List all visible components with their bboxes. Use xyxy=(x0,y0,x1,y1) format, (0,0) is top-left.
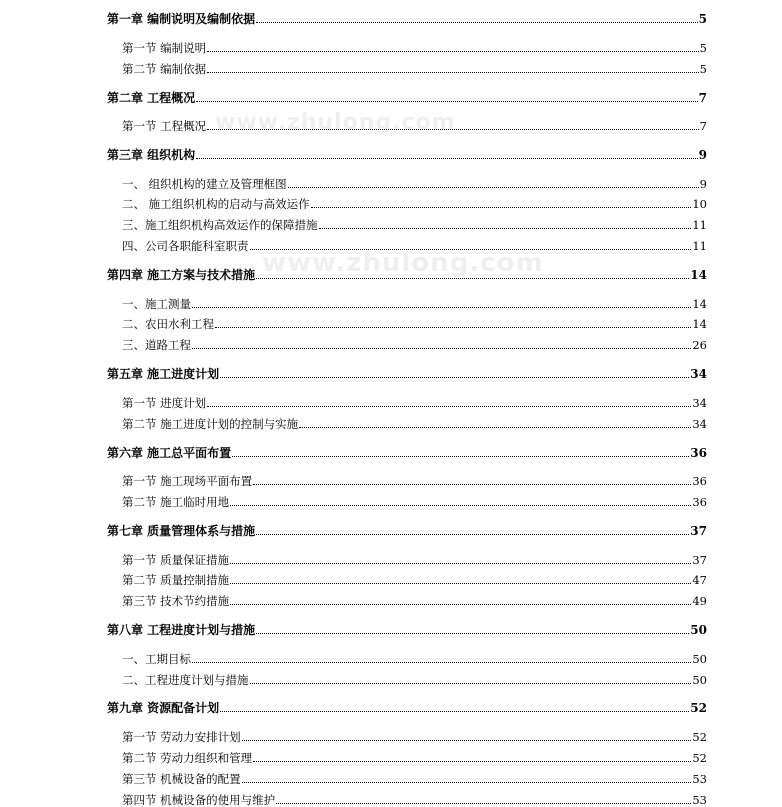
dot-leader xyxy=(215,327,691,328)
toc-entry-page-number: 26 xyxy=(692,338,707,352)
dot-leader xyxy=(230,505,691,506)
toc-entry-title: 第一节 劳动力安排计划 xyxy=(122,730,241,744)
toc-entry-title: 第六章 施工总平面布置 xyxy=(107,446,232,460)
toc-entry-page-number: 7 xyxy=(699,119,707,133)
dot-leader xyxy=(230,604,691,605)
toc-entry-title: 第四章 施工方案与技术措施 xyxy=(107,268,256,282)
toc-entry-page-number: 5 xyxy=(699,41,707,55)
toc-entry-title: 一、工期目标 xyxy=(122,652,191,666)
toc-entry-title: 二、农田水利工程 xyxy=(122,317,214,331)
toc-section-entry[interactable] xyxy=(122,216,707,232)
toc-entry-page-number: 5 xyxy=(698,12,707,26)
toc-section-entry[interactable] xyxy=(122,295,707,311)
dot-leader xyxy=(256,633,689,634)
dot-leader xyxy=(276,803,691,804)
toc-entry-title: 二、工程进度计划与措施 xyxy=(122,673,249,687)
toc-entry-title: 第二节 质量控制措施 xyxy=(122,573,230,587)
toc-entry-title: 第一章 编制说明及编制依据 xyxy=(107,12,256,26)
toc-entry-page-number: 52 xyxy=(690,701,707,715)
toc-entry-title: 第二节 施工临时用地 xyxy=(122,495,230,509)
toc-entry-page-number: 34 xyxy=(692,417,707,431)
toc-entry-title: 第一节 质量保证措施 xyxy=(122,553,230,567)
dot-leader xyxy=(242,782,692,783)
toc-entry-page-number: 10 xyxy=(692,197,707,211)
toc-entry-title: 三、施工组织机构高效运作的保障措施 xyxy=(122,218,318,232)
toc-section-entry[interactable] xyxy=(122,315,707,331)
toc-entry-page-number: 53 xyxy=(692,793,707,807)
toc-section-entry[interactable] xyxy=(122,195,707,211)
toc-section-entry[interactable] xyxy=(122,728,707,744)
toc-entry-title: 第二节 劳动力组织和管理 xyxy=(122,751,253,765)
toc-entry-title: 三、道路工程 xyxy=(122,338,191,352)
toc-entry-page-number: 34 xyxy=(692,396,707,410)
dot-leader xyxy=(192,307,691,308)
toc-entry-page-number: 36 xyxy=(692,474,707,488)
toc-entry-title: 第三章 组织机构 xyxy=(107,148,196,162)
toc-entry-page-number: 9 xyxy=(699,177,707,191)
toc-entry-title: 第一节 进度计划 xyxy=(122,396,207,410)
toc-entry-title: 第二节 施工进度计划的控制与实施 xyxy=(122,417,299,431)
toc-section-entry[interactable] xyxy=(122,394,707,410)
dot-leader xyxy=(299,427,691,428)
toc-entry-page-number: 49 xyxy=(692,594,707,608)
dot-leader xyxy=(192,348,691,349)
toc-entry-page-number: 14 xyxy=(692,317,707,331)
toc-entry-title: 第一节 工程概况 xyxy=(122,119,207,133)
dot-leader xyxy=(196,158,697,159)
dot-leader xyxy=(207,129,699,130)
dot-leader xyxy=(253,761,691,762)
dot-leader xyxy=(256,278,689,279)
toc-entry-page-number: 5 xyxy=(699,62,707,76)
dot-leader xyxy=(220,377,689,378)
toc-entry-page-number: 37 xyxy=(690,524,707,538)
toc-entry-page-number: 36 xyxy=(690,446,707,460)
toc-section-entry[interactable] xyxy=(122,650,707,666)
toc-entry-page-number: 14 xyxy=(690,268,707,282)
toc-entry-page-number: 47 xyxy=(692,573,707,587)
toc-entry-page-number: 50 xyxy=(692,673,707,687)
toc-entry-title: 第八章 工程进度计划与措施 xyxy=(107,623,256,637)
watermark: www.zhulong.com xyxy=(262,248,544,278)
toc-entry-page-number: 50 xyxy=(692,652,707,666)
toc-section-entry[interactable] xyxy=(122,770,707,786)
toc-entry-page-number: 14 xyxy=(692,297,707,311)
dot-leader xyxy=(256,534,689,535)
toc-entry-page-number: 52 xyxy=(692,751,707,765)
toc-entry-page-number: 52 xyxy=(692,730,707,744)
dot-leader xyxy=(207,51,699,52)
dot-leader xyxy=(253,484,691,485)
toc-section-entry[interactable] xyxy=(122,551,707,567)
toc-entry-title: 第一节 施工现场平面布置 xyxy=(122,474,253,488)
toc-section-entry[interactable] xyxy=(122,592,707,608)
toc-entry-page-number: 34 xyxy=(690,367,707,381)
dot-leader xyxy=(230,563,691,564)
dot-leader xyxy=(230,583,691,584)
toc-chapter-entry[interactable] xyxy=(107,621,707,637)
toc-section-entry[interactable] xyxy=(122,671,707,687)
toc-entry-title: 第五章 施工进度计划 xyxy=(107,367,220,381)
toc-chapter-entry[interactable] xyxy=(107,89,707,105)
dot-leader xyxy=(207,72,699,73)
toc-section-entry[interactable] xyxy=(122,493,707,509)
dot-leader xyxy=(232,456,689,457)
toc-entry-title: 二、 施工组织机构的启动与高效运作 xyxy=(122,197,310,211)
toc-section-entry[interactable] xyxy=(122,472,707,488)
toc-chapter-entry[interactable] xyxy=(107,365,707,381)
toc-section-entry[interactable] xyxy=(122,336,707,352)
dot-leader xyxy=(256,22,697,23)
toc-entry-title: 第二章 工程概况 xyxy=(107,91,196,105)
toc-entry-title: 第四节 机械设备的使用与维护 xyxy=(122,793,276,807)
toc-entry-page-number: 53 xyxy=(692,772,707,786)
watermark: www.zhulong.com xyxy=(215,110,456,135)
toc-chapter-entry[interactable] xyxy=(107,522,707,538)
toc-chapter-entry[interactable] xyxy=(107,266,707,282)
toc-entry-title: 第七章 质量管理体系与措施 xyxy=(107,524,256,538)
toc-section-entry[interactable] xyxy=(122,175,707,191)
toc-entry-page-number: 11 xyxy=(692,239,707,253)
toc-chapter-entry[interactable] xyxy=(107,10,707,26)
toc-entry-page-number: 37 xyxy=(692,553,707,567)
toc-entry-title: 第一节 编制说明 xyxy=(122,41,207,55)
dot-leader xyxy=(250,683,692,684)
toc-chapter-entry[interactable] xyxy=(107,699,707,715)
dot-leader xyxy=(220,711,689,712)
toc-entry-title: 第九章 资源配备计划 xyxy=(107,701,220,715)
dot-leader xyxy=(319,228,692,229)
toc-chapter-entry[interactable] xyxy=(107,146,707,162)
dot-leader xyxy=(242,740,692,741)
toc-section-entry[interactable] xyxy=(122,117,707,133)
toc-entry-page-number: 7 xyxy=(698,91,707,105)
dot-leader xyxy=(311,207,692,208)
toc-section-entry[interactable] xyxy=(122,791,707,807)
dot-leader xyxy=(196,101,697,102)
toc-entry-page-number: 50 xyxy=(690,623,707,637)
toc-entry-title: 一、 组织机构的建立及管理框图 xyxy=(122,177,287,191)
toc-chapter-entry[interactable] xyxy=(107,444,707,460)
dot-leader xyxy=(288,187,699,188)
toc-entry-page-number: 9 xyxy=(698,148,707,162)
toc-section-entry[interactable] xyxy=(122,415,707,431)
toc-section-entry[interactable] xyxy=(122,60,707,76)
toc-section-entry[interactable] xyxy=(122,237,707,253)
toc-section-entry[interactable] xyxy=(122,39,707,55)
dot-leader xyxy=(250,249,692,250)
toc-entry-page-number: 36 xyxy=(692,495,707,509)
toc-entry-title: 第二节 编制依据 xyxy=(122,62,207,76)
dot-leader xyxy=(207,406,691,407)
toc-section-entry[interactable] xyxy=(122,749,707,765)
toc-entry-title: 第三节 技术节约措施 xyxy=(122,594,230,608)
toc-section-entry[interactable] xyxy=(122,571,707,587)
toc-entry-page-number: 11 xyxy=(692,218,707,232)
toc-entry-title: 第三节 机械设备的配置 xyxy=(122,772,241,786)
toc-entry-title: 一、施工测量 xyxy=(122,297,191,311)
dot-leader xyxy=(192,662,691,663)
toc-entry-title: 四、公司各职能科室职责 xyxy=(122,239,249,253)
